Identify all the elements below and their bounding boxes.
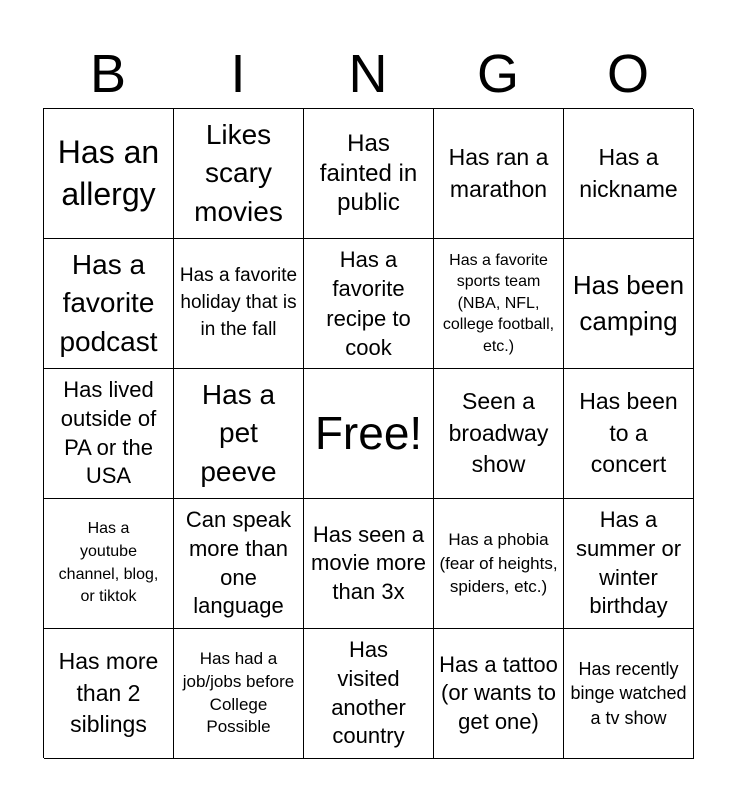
bingo-cell-text: Has more than 2 siblings	[58, 647, 159, 738]
header-letter-n: N	[348, 44, 388, 104]
bingo-cell-text: Has a pet peeve	[200, 378, 277, 487]
bingo-cell-text: Has a phobia (fear of heights, spiders, etc.)	[439, 529, 558, 597]
bingo-cell-text: Has visited another country	[331, 637, 406, 749]
bingo-cell-text: Has been camping	[572, 269, 685, 336]
free-space-cell[interactable]	[304, 369, 434, 499]
free-space-text: Free!	[314, 407, 423, 460]
bingo-cell-text: Has a youtube channel, blog, or tiktok	[58, 520, 159, 606]
bingo-cell[interactable]	[44, 629, 174, 759]
bingo-cell-text: Has been to a concert	[579, 387, 678, 478]
bingo-cell-text: Has had a job/jobs before College Possible	[182, 649, 295, 737]
bingo-cell[interactable]	[304, 499, 434, 629]
bingo-cell-text: Has a tattoo (or wants to get one)	[439, 651, 558, 734]
bingo-board	[43, 108, 693, 758]
bingo-header	[43, 40, 693, 108]
header-letter-o: O	[606, 44, 649, 104]
bingo-cell-text: Has recently binge watched a tv show	[570, 658, 687, 728]
bingo-cell-text: Has a favorite recipe to cook	[326, 247, 411, 360]
bingo-cell-text: Has a favorite podcast	[59, 248, 158, 357]
bingo-cell-text: Has seen a movie more than 3x	[311, 521, 426, 604]
bingo-cell-text: Seen a broadway show	[448, 387, 549, 478]
bingo-cell[interactable]	[304, 239, 434, 369]
bingo-cell[interactable]	[564, 499, 694, 629]
header-letter-b: B	[89, 44, 127, 104]
bingo-cell[interactable]	[174, 499, 304, 629]
bingo-cell[interactable]	[174, 629, 304, 759]
bingo-cell[interactable]	[44, 239, 174, 369]
bingo-cell-text: Has an allergy	[57, 133, 160, 212]
bingo-cell-text: Can speak more than one language	[185, 507, 292, 619]
bingo-cell-text: Has a favorite holiday that is in the fall	[179, 265, 298, 340]
bingo-cell[interactable]	[564, 109, 694, 239]
bingo-cell[interactable]	[564, 369, 694, 499]
bingo-cell-text: Has fainted in public	[319, 130, 418, 217]
bingo-cell[interactable]	[44, 109, 174, 239]
bingo-cell[interactable]	[434, 239, 564, 369]
bingo-cell[interactable]	[174, 369, 304, 499]
bingo-cell-text: Has a favorite sports team (NBA, NFL, college football, etc.)	[442, 251, 555, 355]
bingo-cell-text: Has lived outside of PA or the USA	[60, 377, 157, 489]
bingo-cell[interactable]	[174, 109, 304, 239]
bingo-cell[interactable]	[564, 629, 694, 759]
bingo-cell-text: Has a nickname	[579, 143, 678, 202]
bingo-cell[interactable]	[304, 109, 434, 239]
bingo-cell[interactable]	[434, 109, 564, 239]
bingo-cell-text: Likes scary movies	[194, 118, 283, 227]
bingo-cell[interactable]	[174, 239, 304, 369]
bingo-cell[interactable]	[434, 499, 564, 629]
bingo-cell[interactable]	[434, 369, 564, 499]
bingo-cell[interactable]	[564, 239, 694, 369]
bingo-cell[interactable]	[44, 369, 174, 499]
header-letter-g: G	[476, 44, 519, 104]
bingo-cell[interactable]	[44, 499, 174, 629]
header-letter-i: I	[230, 44, 246, 104]
bingo-cell-text: Has ran a marathon	[448, 143, 549, 202]
bingo-cell[interactable]	[304, 629, 434, 759]
bingo-cell-text: Has a summer or winter birthday	[575, 507, 682, 619]
bingo-cell[interactable]	[434, 629, 564, 759]
